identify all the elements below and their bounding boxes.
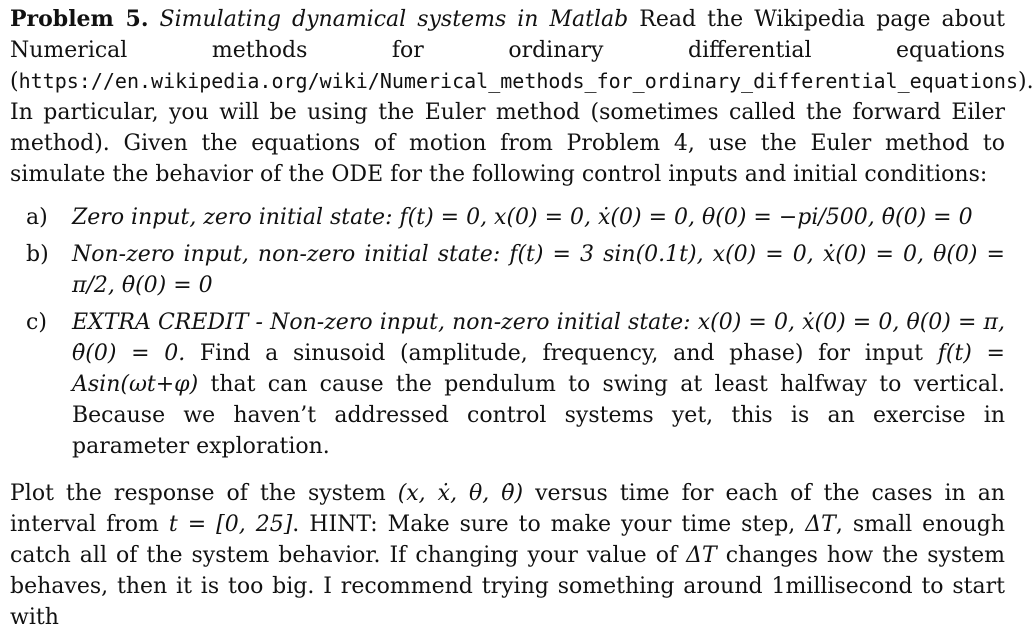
- list-item: [10, 202, 1005, 233]
- case-label: EXTRA CREDIT - Non-zero input, non-zero initial state:: [72, 310, 691, 335]
- problem-label: Problem 5.: [10, 6, 149, 32]
- problem-intro: [10, 4, 1034, 190]
- item-marker: c): [26, 310, 47, 335]
- case-math: f(t) = 3 sin(0.1t), x(0) = 0, ẋ(0) = 0, θ(0) = π/2, θ̇(0) = 0: [72, 242, 1005, 298]
- closing-text: Plot the response of the system: [10, 481, 398, 506]
- case-math-input: f(t) = Asin(ωt+φ): [72, 341, 1005, 397]
- intro-text-continued: ). In particular, you will be using the Euler method (sometimes called the forward Eiler method). Given the equations of motion from Problem 4, use the Euler method to simulate the behavior of the ODE for the following control inputs and initial conditions:: [10, 69, 1034, 187]
- intro-text: Read the Wikipedia page about Numerical methods for ordinary differential equations (: [10, 7, 1005, 94]
- closing-text: , small enough catch all of the system behavior. If changing your value of: [10, 512, 1005, 568]
- item-body: [72, 239, 1005, 301]
- closing-math-state: (x, ẋ, θ, θ̇): [397, 481, 524, 506]
- case-text-continued: that can cause the pendulum to swing at least halfway to vertical. Because we haven’t addressed control systems yet, this is an exercise in parameter exploration.: [72, 372, 1005, 459]
- case-label: Non-zero input, non-zero initial state:: [72, 242, 501, 267]
- list-item: [10, 239, 1005, 301]
- case-label: Zero input, zero initial state:: [72, 205, 393, 230]
- closing-math-timestep: ΔT: [805, 512, 836, 537]
- closing-math-timestep: ΔT: [686, 543, 717, 568]
- item-body: [72, 202, 1005, 233]
- case-math: x(0) = 0, ẋ(0) = 0, θ(0) = π, θ̇(0) = 0.: [72, 310, 1005, 366]
- item-marker: a): [26, 205, 48, 230]
- wikipedia-url: https://en.wikipedia.org/wiki/Numerical_methods_for_ordinary_differential_equations: [18, 69, 1018, 93]
- problem-title: Simulating dynamical systems in Matlab: [159, 7, 629, 32]
- closing-math-interval: t = [0, 25]: [168, 512, 293, 537]
- item-marker: b): [26, 242, 49, 267]
- closing-paragraph: [10, 478, 1005, 633]
- list-item: [10, 307, 1005, 462]
- case-text: Find a sinusoid (amplitude, frequency, and phase) for input: [185, 341, 938, 366]
- problem-document: [10, 4, 1034, 633]
- case-math: f(t) = 0, x(0) = 0, ẋ(0) = 0, θ(0) = −pi/500, θ̇(0) = 0: [399, 205, 973, 230]
- closing-text: changes how the system behaves, then it is too big. I recommend trying something around 1millisecond to start with: [10, 543, 1005, 630]
- closing-text: . HINT: Make sure to make your time step,: [292, 512, 806, 537]
- closing-text: versus time for each of the cases in an interval from: [10, 481, 1005, 537]
- item-body: [72, 307, 1005, 462]
- cases-list: [10, 202, 1005, 462]
